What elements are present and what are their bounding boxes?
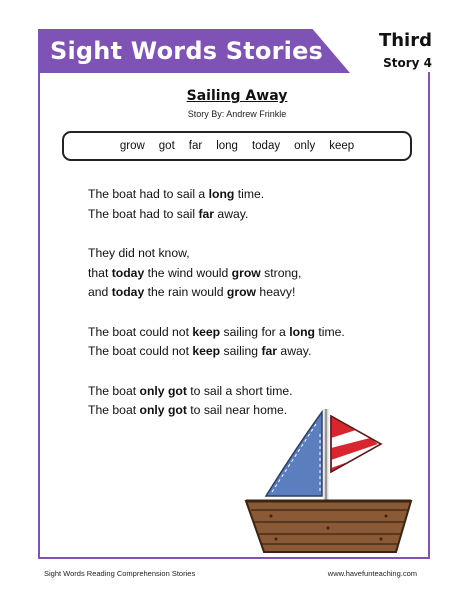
story-text-segment: The boat could not bbox=[88, 344, 193, 358]
story-title: Sailing Away bbox=[186, 88, 288, 104]
sailboat-icon bbox=[236, 404, 426, 564]
story-text-segment: away. bbox=[277, 344, 312, 358]
story-text-segment: time. bbox=[234, 187, 265, 201]
sight-word: grow bbox=[119, 140, 145, 152]
story-text-segment: sailing for a bbox=[220, 324, 290, 339]
story-text-segment: The boat had to sail a bbox=[88, 187, 209, 201]
story-text-segment: time. bbox=[314, 324, 345, 339]
sight-word-highlight: got bbox=[167, 383, 187, 398]
grade-level: Third bbox=[378, 30, 432, 51]
sight-word-highlight: only bbox=[139, 383, 165, 398]
story-text-segment: sailing bbox=[220, 344, 262, 358]
story-text-segment: The boat could not bbox=[88, 324, 193, 339]
story-line bbox=[88, 185, 388, 205]
sight-word-highlight: keep bbox=[192, 324, 221, 339]
story-text-segment: strong, bbox=[260, 265, 302, 280]
story-text-segment: to sail a short time. bbox=[186, 383, 293, 398]
story-text-segment: and bbox=[88, 285, 112, 299]
story-byline: Story By: Andrew Frinkle bbox=[187, 109, 287, 119]
story-stanza bbox=[88, 244, 388, 303]
story-text-segment: the rain would bbox=[144, 285, 227, 299]
banner-title: Sight Words Stories bbox=[50, 37, 324, 65]
story-line bbox=[88, 323, 388, 343]
story-text-segment: The boat bbox=[88, 383, 140, 398]
sight-word: long bbox=[216, 140, 238, 152]
sight-word: only bbox=[294, 140, 316, 152]
sight-word: today bbox=[251, 140, 281, 152]
story-text-segment: The boat had to sail bbox=[88, 206, 199, 221]
sight-word-highlight: today bbox=[111, 265, 145, 280]
story-line bbox=[88, 382, 388, 402]
sight-word: far bbox=[188, 140, 203, 152]
story-stanza bbox=[88, 323, 388, 362]
sight-word-highlight: keep bbox=[192, 344, 221, 358]
story-text-segment: the wind would bbox=[144, 265, 232, 280]
sight-word-highlight: long bbox=[289, 324, 315, 339]
sight-word-highlight: today bbox=[111, 285, 145, 299]
sight-word-highlight: far bbox=[261, 344, 278, 358]
story-line bbox=[88, 205, 388, 225]
story-text-segment: They did not know, bbox=[88, 246, 190, 260]
story-line bbox=[88, 244, 388, 264]
story-text-segment: away. bbox=[214, 206, 249, 221]
story-line bbox=[88, 264, 388, 284]
sailboat-illustration bbox=[236, 404, 426, 569]
sight-word: got bbox=[158, 140, 175, 152]
sight-word-box bbox=[62, 131, 412, 161]
grade-label-block bbox=[379, 30, 432, 72]
footer-website: www.havefunteaching.com bbox=[327, 569, 417, 578]
story-body bbox=[88, 185, 388, 441]
sight-word-highlight: grow bbox=[231, 265, 261, 280]
footer-series: Sight Words Reading Comprehension Stories bbox=[44, 569, 196, 578]
story-text-segment: The boat bbox=[88, 403, 140, 417]
story-line bbox=[88, 283, 388, 303]
story-text-segment: that bbox=[88, 265, 112, 280]
story-number: Story 4 bbox=[383, 56, 432, 70]
story-text-segment: to sail near home. bbox=[186, 403, 288, 417]
sight-word-highlight: got bbox=[167, 403, 187, 417]
story-stanza bbox=[88, 185, 388, 224]
sight-word-highlight: far bbox=[198, 206, 215, 221]
sight-word: keep bbox=[329, 140, 355, 152]
sight-word-highlight: grow bbox=[226, 285, 257, 299]
sight-word-highlight: long bbox=[208, 187, 235, 201]
sight-word-highlight: only bbox=[139, 403, 165, 417]
story-text-segment: heavy! bbox=[256, 285, 296, 299]
story-line bbox=[88, 342, 388, 362]
